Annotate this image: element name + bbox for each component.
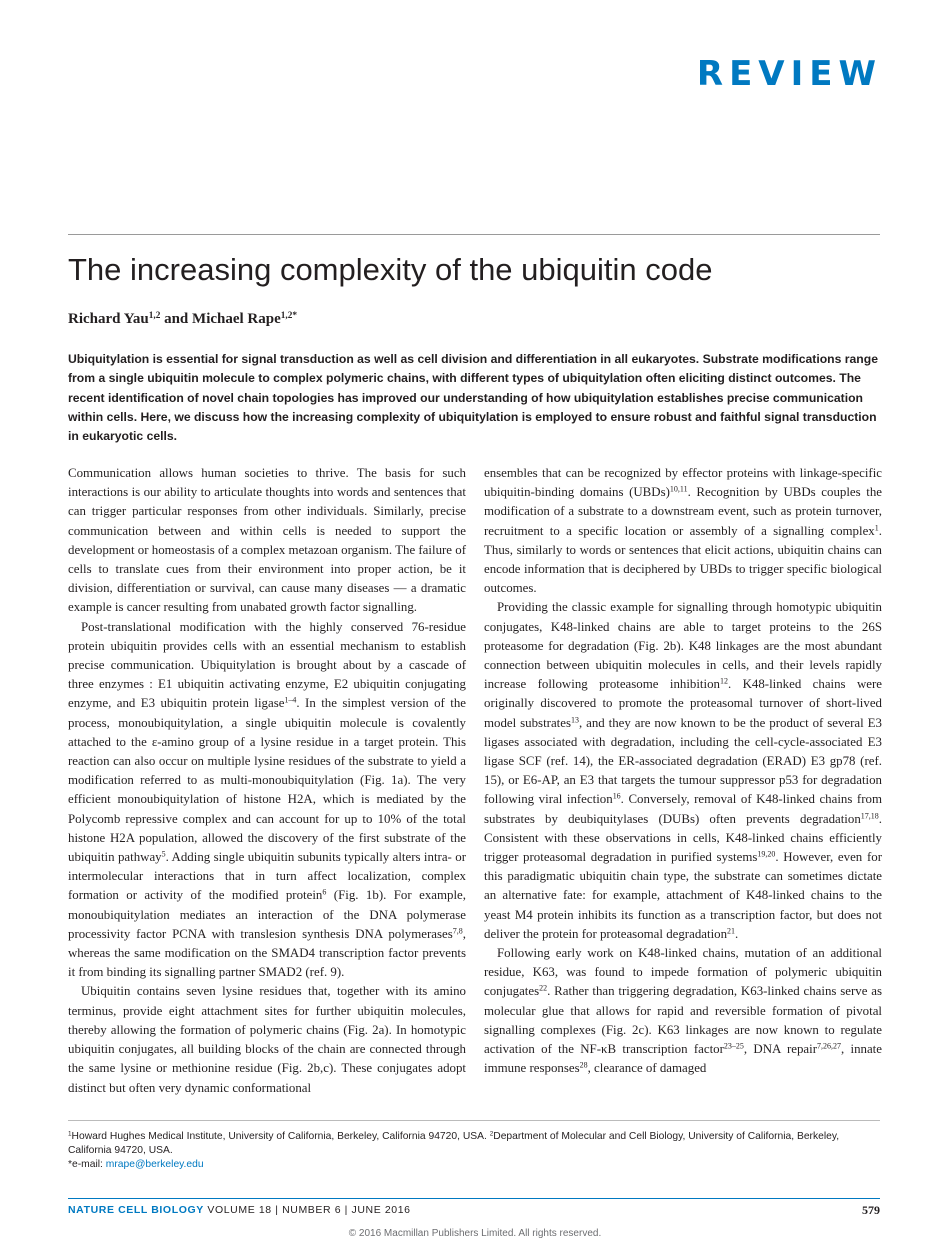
footnote-rule	[68, 1120, 880, 1121]
footnote	[68, 1130, 880, 1172]
citation-ref: 21	[727, 926, 736, 936]
citation-ref: 7,8	[452, 926, 463, 936]
right-column	[484, 464, 882, 1098]
citation-ref: 28	[579, 1060, 588, 1070]
author-1-affiliation: 1,2	[148, 310, 161, 321]
author-2-affiliation: 1,2*	[280, 310, 298, 321]
citation-ref: 2	[489, 1130, 494, 1138]
citation-ref: 5	[161, 849, 166, 859]
left-column	[68, 464, 466, 1098]
citation-ref: 19,20	[757, 849, 776, 859]
author-1	[68, 311, 160, 327]
author-list	[68, 311, 297, 328]
citation-ref: 13	[570, 715, 579, 725]
affiliations: $^1$Howard Hughes Medical Institute, University of California, Berkeley, California 94720, USA. $^2$Department of Molecular and Cell Biology, University of California, Berkeley, California 94720, USA.	[68, 1130, 840, 1156]
body-paragraph: Following early work on K48-linked chains, mutation of an additional residue, K63, was found to impede formation of polymeric ubiquitin conjugates$^{22}$. Rather than triggering degradation, K63-linked chains serve as molecular glue that allows for rapid and reversible formation of pivotal signalling complexes (Fig. 2c). K63 linkages are now known to regulate activation of the NF-κB transcription factor$^{23-25}$, DNA repair$^{7,26,27}$, innate immune responses$^{28}$, clearance of damaged	[484, 946, 882, 1076]
citation-ref: 1–4	[284, 696, 297, 706]
body-paragraph: Post-translational modification with the highly conserved 76-residue protein ubiquitin provides cells with an essential mechanism to establish precise communication. Ubiquitylation is brought about by a cascade of three enzymes : E1 ubiquitin activating enzyme, E2 ubiquitin conjugating enzyme, and E3 ubiquitin protein ligase$^{1-4}$. In the simplest version of the process, monoubiquitylation, a single ubiquitin molecule is covalently attached to the ε-amino group of a lysine residue in a target protein. This reaction can also occur on multiple lysine residues of the substrate to yield a modification referred to as multi-monoubiquitylation (Fig. 1a). The very efficient monoubiquitylation of histone H2A, which is mediated by the Polycomb repressive complex and can account for up to 10% of the total histone H2A population, allowed the discovery of the first substrate of the ubiquitin pathway$^5$. Adding single ubiquitin subunits typically alters intra- or intermolecular interactions that in turn affect localization, complex formation or activity of the modified protein$^6$ (Fig. 1b). For example, monoubiquitylation mediates an interaction of the DNA polymerase processivity factor PCNA with translesion synthesis DNA polymerases$^{7,8}$, whereas the same modification on the SMAD4 transcription factor prevents it from binding its signalling partner SMAD2 (ref. 9).	[68, 619, 467, 980]
body-columns	[68, 464, 882, 1098]
author-2-name: Michael Rape	[192, 311, 281, 327]
citation-ref: 1	[68, 1130, 72, 1138]
body-paragraph: Communication allows human societies to thrive. The basis for such interactions is our ability to articulate thoughts into words and sentences that can trigger particular responses from other individuals. Similarly, precise communication between and within cells is needed to support the development or homeostasis of a complex metazoan organism. The failure of cells to translate cues from their environment into proper action, be it division, differentiation or survival, can cause many diseases — a dramatic example is cancer resulting from unabated growth factor signalling.	[68, 466, 466, 615]
citation-ref: 10,11	[669, 484, 688, 494]
page-number: 579	[862, 1203, 880, 1217]
author-2	[192, 311, 297, 327]
journal-name: NATURE CELL BIOLOGY	[68, 1204, 204, 1216]
copyright: © 2016 Macmillan Publishers Limited. All rights reserved.	[348, 1228, 602, 1239]
section-label: REVIEW	[696, 54, 882, 94]
citation-ref: 12	[720, 676, 728, 686]
citation-ref: 1	[874, 523, 879, 533]
journal-info	[68, 1204, 411, 1216]
citation-ref: 7,26,27	[817, 1041, 841, 1051]
email-link[interactable]: mrape@berkeley.edu	[105, 1159, 204, 1170]
footer-rule	[68, 1198, 880, 1199]
citation-ref: 16	[612, 792, 621, 802]
author-1-name: Richard Yau	[68, 311, 149, 327]
header-rule	[68, 234, 880, 235]
abstract: Ubiquitylation is essential for signal transduction as well as cell division and differentiation in all eukaryotes. Substrate modifications range from a single ubiquitin molecule to complex polymeric chains, with different types of ubiquitylation often eliciting distinct outcomes. The recent identification of novel chain topologies has improved our understanding of how ubiquitylation establishes precise communication within cells. Here, we discuss how the increasing complexity of ubiquitylation is employed to ensure robust and faithful signal transduction in eukaryotic cells.	[68, 352, 878, 444]
citation-ref: 17,18	[860, 811, 879, 821]
issue-info: VOLUME 18 | NUMBER 6 | JUNE 2016	[203, 1204, 411, 1216]
citation-ref: 6	[322, 888, 327, 898]
body-paragraph: Providing the classic example for signalling through homotypic ubiquitin conjugates, K48-linked chains are able to target proteins to the 26S proteasome for degradation (Fig. 2b). K48 linkages are the most abundant connection between ubiquitin molecules in cells, and their levels rapidly increase following proteasome inhibition$^{12}$. K48-linked chains were originally discovered to promote the proteasomal turnover of short-lived model substrates$^{13}$, and they are now known to be the product of several E3 ligases associated with degradation, including the cell-cycle-associated E3 ligase SCF (ref. 14), the ER-associated degradation (ERAD) E3 gp78 (ref. 15), or E6-AP, an E3 that targets the tumour suppressor p53 for degradation following viral infection$^{16}$. Conversely, removal of K48-linked chains from substrates by deubiquitylases (DUBs) often prevents degradation$^{17,18}$. Consistent with these observations in cells, K48-linked chains efficiently trigger proteasomal degradation in purified systems$^{19,20}$. However, even for this paradigmatic ubiquitin chain type, the substrate can sometimes dictate an alternative fate: for example, attachment of K48-linked chains to the yeast M4 protein inhibits its function as a transcription factor, but does not deliver the protein for proteasomal degradation$^{21}$.	[484, 600, 882, 941]
article-title: The increasing complexity of the ubiquitin code	[68, 252, 713, 287]
author-joiner: and	[160, 311, 193, 327]
body-paragraph: ensembles that can be recognized by effector proteins with linkage-specific ubiquitin-binding domains (UBDs)$^{10,11}$. Recognition by UBDs couples the modification of a substrate to a downstream event, such as protein turnover, recruitment to a specific location or assembly of a signalling complex$^1$. Thus, similarly to words or sentences that elicit actions, ubiquitin chains can encode information that is deciphered by UBDs to trigger specific biological outcomes.	[484, 466, 882, 596]
email-prefix: *e-mail:	[68, 1159, 106, 1170]
body-paragraph: Ubiquitin contains seven lysine residues that, together with its amino terminus, provide eight attachment sites for further ubiquitin molecules, thereby allowing the formation of polymeric chains (Fig. 2a). In homotypic ubiquitin conjugates, all building blocks of the chain are connected through the same lysine or methionine residue (Fig. 2b,c). These conjugates adopt distinct but often very dynamic conformational	[68, 984, 466, 1095]
citation-ref: 22	[539, 984, 548, 994]
citation-ref: 23–25	[723, 1041, 744, 1051]
